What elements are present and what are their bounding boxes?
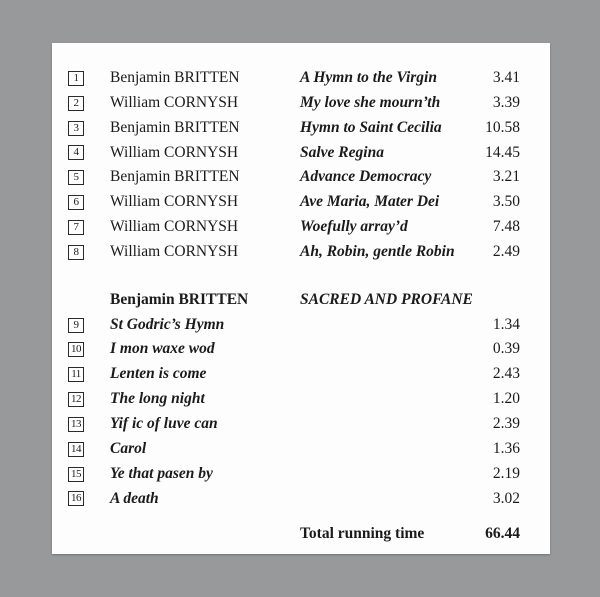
track-composer: William CORNYSH [110, 93, 239, 111]
track-duration: 2.49 [492, 242, 520, 260]
track-title: Carol [110, 439, 147, 457]
track-title: The long night [110, 390, 205, 408]
track-duration: 14.45 [485, 143, 520, 161]
track-row [68, 190, 520, 215]
track-row [68, 116, 520, 141]
track-row [68, 462, 520, 487]
track-number-box: 1 [68, 71, 84, 86]
track-number-box: 4 [68, 145, 84, 160]
track-title: Ave Maria, Mater Dei [300, 193, 440, 211]
track-composer: William CORNYSH [110, 193, 239, 211]
track-duration: 3.39 [492, 93, 520, 111]
cd-tray-card [52, 43, 550, 554]
track-title: Ah, Robin, gentle Robin [300, 242, 455, 260]
track-row [68, 141, 520, 166]
track-row [68, 165, 520, 190]
track-row [68, 412, 520, 437]
track-title: St Godric’s Hymn [110, 315, 225, 333]
track-duration: 2.39 [492, 414, 520, 432]
total-running-time-label: Total running time [300, 525, 425, 543]
track-row [68, 437, 520, 462]
track-composer: Benjamin BRITTEN [110, 118, 240, 136]
track-row [68, 66, 520, 91]
track-title: I mon waxe wod [110, 340, 215, 358]
track-number-box: 11 [68, 367, 84, 382]
track-number-box: 8 [68, 245, 84, 260]
track-row [68, 387, 520, 412]
track-title: Woefully array’d [300, 218, 408, 236]
track-duration: 10.58 [485, 118, 520, 136]
track-duration: 3.21 [492, 168, 520, 186]
track-duration: 2.19 [492, 464, 520, 482]
track-title: My love she mourn’th [300, 93, 441, 111]
track-number-box: 15 [68, 467, 84, 482]
track-row [68, 240, 520, 265]
track-number-box: 2 [68, 96, 84, 111]
track-duration: 0.39 [492, 340, 520, 358]
track-row [68, 337, 520, 362]
track-duration: 1.34 [492, 315, 520, 333]
track-row [68, 313, 520, 338]
track-composer: William CORNYSH [110, 143, 239, 161]
track-composer: William CORNYSH [110, 242, 239, 260]
section-header [68, 288, 520, 313]
track-duration: 3.50 [492, 193, 520, 211]
track-number-box: 10 [68, 342, 84, 357]
total-running-time-value: 66.44 [485, 525, 520, 543]
track-duration: 2.43 [492, 365, 520, 383]
track-number-box: 14 [68, 442, 84, 457]
track-duration: 7.48 [492, 218, 520, 236]
track-number-box: 7 [68, 220, 84, 235]
track-number-box: 16 [68, 491, 84, 506]
track-number-box: 12 [68, 392, 84, 407]
track-title: Hymn to Saint Cecilia [300, 118, 442, 136]
track-duration: 1.36 [492, 439, 520, 457]
track-duration: 1.20 [492, 390, 520, 408]
track-number-box: 5 [68, 170, 84, 185]
track-title: Salve Regina [300, 143, 384, 161]
track-composer: Benjamin BRITTEN [110, 168, 240, 186]
total-row [68, 522, 520, 547]
track-title: A Hymn to the Virgin [300, 69, 437, 86]
section-composer: Benjamin BRITTEN [110, 290, 249, 308]
track-number-box: 9 [68, 318, 84, 333]
track-number-box: 3 [68, 121, 84, 136]
track-row [68, 487, 520, 512]
track-title: Ye that pasen by [110, 464, 213, 482]
track-title: Advance Democracy [300, 168, 432, 186]
track-number-box: 13 [68, 417, 84, 432]
section-title: SACRED AND PROFANE [300, 290, 473, 308]
track-title: Lenten is come [110, 365, 207, 383]
track-row [68, 215, 520, 240]
track-title: A death [110, 489, 159, 507]
track-composer: Benjamin BRITTEN [110, 69, 240, 86]
track-duration: 3.41 [492, 69, 520, 86]
track-duration: 3.02 [492, 489, 520, 507]
track-row [68, 362, 520, 387]
track-row [68, 91, 520, 116]
track-title: Yif ic of luve can [110, 414, 218, 432]
track-number-box: 6 [68, 195, 84, 210]
track-composer: William CORNYSH [110, 218, 239, 236]
